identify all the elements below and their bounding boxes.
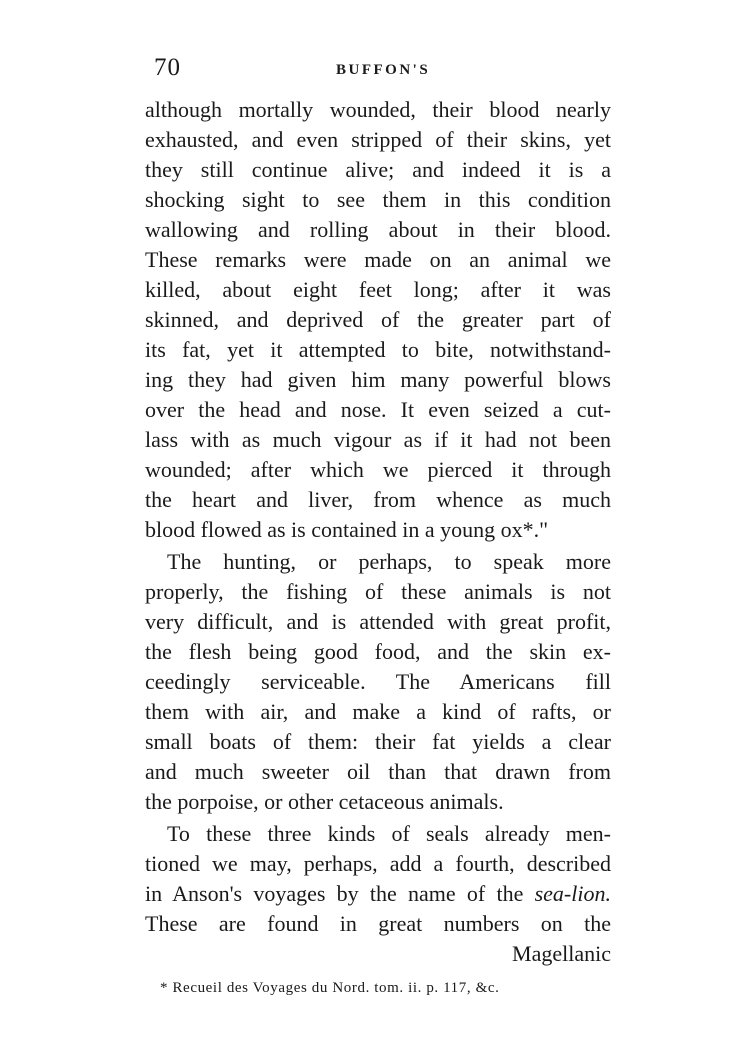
text-line: very difficult, and is attended with great profit, [145,609,611,634]
text-line: the flesh being good food, and the skin ex- [145,639,611,664]
running-head: BUFFON'S [336,62,431,78]
text-line: ing they had given him many powerful blows [145,367,611,392]
text-line: exhausted, and even stripped of their skins, yet [145,127,611,152]
text-line: the porpoise, or other cetaceous animals. [145,789,504,814]
footnote: * Recueil des Voyages du Nord. tom. ii. p. 117, &c. [160,980,500,996]
body-text [145,95,611,969]
text-line: These are found in great numbers on the [145,911,611,936]
text-line: lass with as much vigour as if it had not been [145,427,611,452]
paragraph-start-line: To these three kinds of seals already men- [167,821,611,846]
text-line-with-italic [145,879,611,909]
text-line: the heart and liver, from whence as much [145,487,611,512]
text-line: wounded; after which we pierced it through [145,457,611,482]
text-line: blood flowed as is contained in a young ox*." [145,517,549,542]
text-line: shocking sight to see them in this condition [145,187,611,212]
text-line: ceedingly serviceable. The Americans fill [145,669,611,694]
text-line: tioned we may, perhaps, add a fourth, described [145,851,611,876]
text-line: its fat, yet it attempted to bite, notwithstand- [145,337,611,362]
text-line: small boats of them: their fat yields a clear [145,729,611,754]
text-line: properly, the fishing of these animals is not [145,579,611,604]
text-line: and much sweeter oil than that drawn from [145,759,611,784]
catchword: Magellanic [512,941,611,966]
text-segment: in Anson's voyages by the name of the [145,881,535,906]
italic-term: sea-lion. [534,881,611,906]
text-line: killed, about eight feet long; after it was [145,277,611,302]
text-line: them with air, and make a kind of rafts, or [145,699,611,724]
page-header [148,52,608,86]
text-line: skinned, and deprived of the greater part of [145,307,611,332]
page-number: 70 [154,54,181,81]
paragraph-start-line: The hunting, or perhaps, to speak more [167,549,611,574]
text-line: they still continue alive; and indeed it is a [145,157,611,182]
text-line: although mortally wounded, their blood nearly [145,97,611,122]
text-line: wallowing and rolling about in their blood. [145,217,611,242]
text-line: These remarks were made on an animal we [145,247,611,272]
text-line: over the head and nose. It even seized a cut- [145,397,611,422]
